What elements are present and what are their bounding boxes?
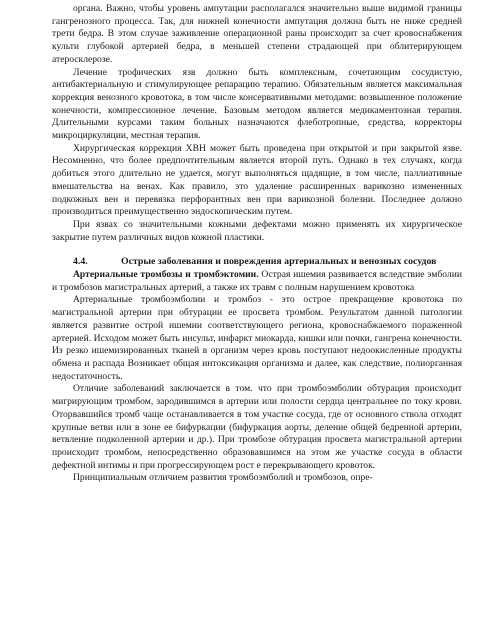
paragraph-lead-term: Артериальные тромбозы и тромбэктомии. (73, 269, 259, 281)
section-title: Острые заболевания и повреждения артериальных и венозных сосудов (121, 256, 437, 268)
paragraph-ulcer-treatment: Лечение трофических язв должно быть комплексным, сочетающим сосудистую, антибактериальную и стимулирующее репарацию терапию. Обязательным является максимальная коррекция венозного кровотока, в том числе консервативными методами: возвышенное положение конечности, компрессионное лечение. Базовым методом является медикаментозная терапия. Длительными курсами таким больных назначаются флеботропные, средства, корректоры микроциркуляции, местная терапия. (52, 66, 462, 142)
paragraph-thromboembolism: Артериальные тромбоэмболии и тромбоз - это острое прекращение кровотока по магистральной артерии при обтурации ее просвета тромбом. Результатом данной патологии является развитие острой ишемии соответствующего региона, кровоснабжаемого пораженной артерией. Исходом может быть инсульт, инфаркт миокарда, кишки или почки, гангрена конечности. Из резко ишемизированных тканей в организм через кровь поступают недоокисленные продукты обмена и распада Возникает общая интоксикация организма и далее, как следствие, полиорганная недостаточность. (52, 294, 462, 382)
paragraph-surgical-correction: Хирургическая коррекция ХВН может быть проведена при открытой и при закрытой язве. Несомненно, что более предпочтительным является второй путь. Однако в тех случаях, когда добиться этого длительно не удается, могут выполняться щадящие, в том числе, паллиативные вмешательства на венах. Как правило, это удаление расширенных варикозно измененных подкожных вен и перевязка перфорантных вен при варикозной болезни. Последнее должно производиться преимущественно эндоскопическим путем. (52, 142, 462, 218)
paragraph-amputation: органа. Важно, чтобы уровень ампутации располагался значительно выше видимой границы гангренозного процесса. Так, для нижней конечности ампутация должна быть не ниже средней трети бедра. В этом случае заживление операционной раны происходит за счет кровоснабжения культи глубокой артерией бедра, в меньшей степени страдающей при облитерирующем атеросклерозе. (52, 3, 462, 65)
paragraph-difference: Отличие заболеваний заключается в том. что при тромбоэмболии обтурация происходит мигрирующим тромбом, зародившимся в артерии или полости сердца центральнее по току крови. Оторвавшийся тромб чаще останавливается в том участке сосуда, где от основного ствола отходят крупные ветви или в зоне ее бифуркации (бифуркация аорты, деление общей бедренной артерии, ветвление подколенной артерии и др.). При тромбозе обтурация просвета магистральной артерии происходит тромбом, непосредственно образовавшимся на этом же участке сосуда в области дефектной интимы и при прогрессирующем рост е перекрывающего кровоток. (52, 383, 462, 471)
paragraph-skin-plasty: При язвах со значительными кожными дефектами можно применять их хирургическое закрытие путем различных видов кожной пластики. (52, 218, 462, 243)
document-body (52, 3, 462, 485)
section-number: 4.4. (73, 256, 88, 268)
paragraph-arterial-thrombosis (52, 269, 462, 294)
section-heading (52, 256, 462, 269)
paragraph-text: Острая ишемия развивается вследствие эмболии и тромбозов магистральных артерий, а также их травм с полным нарушением кровотока (52, 269, 462, 293)
paragraph-principal-difference: Принципиальным отличием развития тромбоэмболий и тромбозов, опре- (73, 472, 373, 484)
